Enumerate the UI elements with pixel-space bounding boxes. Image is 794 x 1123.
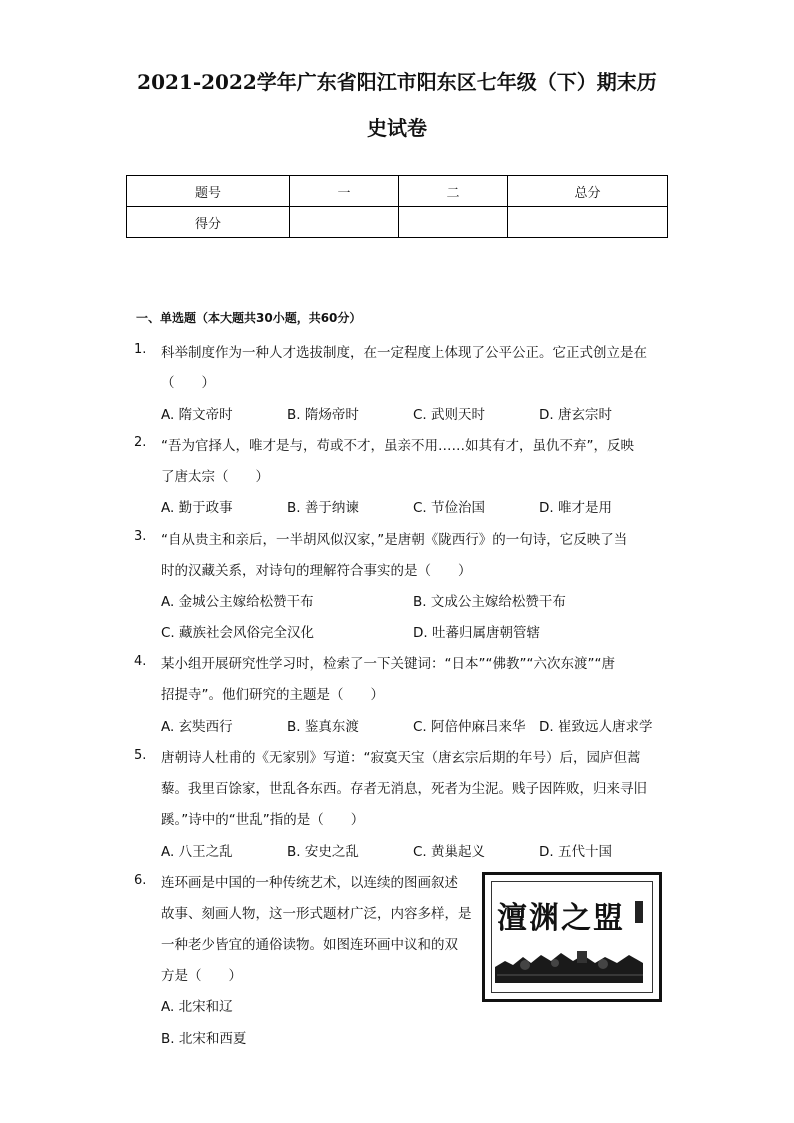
exam-title-line1: 2021-2022学年广东省阳江市阳东区七年级（下）期末历 xyxy=(137,70,657,94)
option-b: B. 文成公主嫁给松赞干布 xyxy=(413,594,566,610)
question-text: 蹊。”诗中的“世乱”指的是（ ） xyxy=(161,812,365,828)
question-number: 2. xyxy=(134,435,147,450)
option-b: B. 隋炀帝时 xyxy=(287,407,359,423)
option-d: D. 吐蕃归属唐朝管辖 xyxy=(413,625,540,641)
question-text: 唐朝诗人杜甫的《无家别》写道：“寂寞天宝（唐玄宗后期的年号）后，园庐但蒿 xyxy=(161,750,641,766)
question-text: 故事、刻画人物，这一形式题材广泛，内容多样，是 xyxy=(161,906,472,922)
score-cell xyxy=(399,207,508,238)
option-b: B. 鉴真东渡 xyxy=(287,719,359,735)
section-heading: 一、单选题（本大题共30小题，共60分） xyxy=(136,311,362,325)
score-table-header-row xyxy=(127,176,668,207)
score-cell xyxy=(508,207,668,238)
question-text: “自从贵主和亲后，一半胡风似汉家，”是唐朝《陇西行》的一句诗，它反映了当 xyxy=(161,532,628,548)
option-b: B. 安史之乱 xyxy=(287,844,359,860)
score-table xyxy=(126,175,668,238)
question-number: 4. xyxy=(134,654,147,669)
comic-illustration-caption: 澶渊之盟 xyxy=(497,901,625,936)
option-a: A. 北宋和辽 xyxy=(161,999,233,1015)
exam-title-line2: 史试卷 xyxy=(367,116,427,140)
option-a: A. 隋文帝时 xyxy=(161,407,233,423)
question-text: “吾为官择人，唯才是与，苟或不才，虽亲不用……如其有才，虽仇不弃”，反映 xyxy=(161,438,634,454)
question-number: 5. xyxy=(134,748,147,763)
option-c: C. 黄巢起义 xyxy=(413,844,486,860)
question-text: 时的汉藏关系，对诗句的理解符合事实的是（ ） xyxy=(161,563,472,579)
score-cell xyxy=(290,207,399,238)
option-b: B. 善于纳谏 xyxy=(287,500,359,516)
score-cell: 总分 xyxy=(508,176,668,207)
option-c: C. 节俭治国 xyxy=(413,500,486,516)
question-text: 连环画是中国的一种传统艺术，以连续的图画叙述 xyxy=(161,875,458,891)
score-cell: 二 xyxy=(399,176,508,207)
option-a: A. 八王之乱 xyxy=(161,844,233,860)
score-cell: 得分 xyxy=(127,207,290,238)
score-cell: 一 xyxy=(290,176,399,207)
question-text: 某小组开展研究性学习时，检索了一下关键词：“日本”“佛教”“六次东渡”“唐 xyxy=(161,656,615,672)
comic-illustration xyxy=(482,872,662,1002)
question-number: 6. xyxy=(134,873,147,888)
score-table-score-row xyxy=(127,207,668,238)
option-c: C. 阿倍仲麻吕来华 xyxy=(413,719,526,735)
option-a: A. 金城公主嫁给松赞干布 xyxy=(161,594,314,610)
option-d: D. 五代十国 xyxy=(539,844,612,860)
option-a: A. 玄奘西行 xyxy=(161,719,233,735)
question-text: 科举制度作为一种人才选拔制度，在一定程度上体现了公平公正。它正式创立是在 xyxy=(161,345,647,361)
option-b: B. 北宋和西夏 xyxy=(161,1031,247,1047)
option-d: D. 崔致远人唐求学 xyxy=(539,719,653,735)
score-cell: 题号 xyxy=(127,176,290,207)
question-text: （ ） xyxy=(161,375,215,391)
question-text: 了唐太宗（ ） xyxy=(161,469,269,485)
question-text: 藜。我里百馀家，世乱各东西。存者无消息，死者为尘泥。贱子因阵败，归来寻旧 xyxy=(161,781,647,797)
option-d: D. 唐玄宗时 xyxy=(539,407,612,423)
option-a: A. 勤于政事 xyxy=(161,500,233,516)
option-c: C. 武则天时 xyxy=(413,407,486,423)
comic-scene-image xyxy=(485,875,653,993)
option-d: D. 唯才是用 xyxy=(539,500,612,516)
question-text: 招提寺”。他们研究的主题是（ ） xyxy=(161,687,384,703)
question-number: 1. xyxy=(134,342,147,357)
question-text: 一种老少皆宜的通俗读物。如图连环画中议和的双 xyxy=(161,937,458,953)
question-number: 3. xyxy=(134,529,147,544)
option-c: C. 藏族社会风俗完全汉化 xyxy=(161,625,315,641)
question-text: 方是（ ） xyxy=(161,968,242,984)
